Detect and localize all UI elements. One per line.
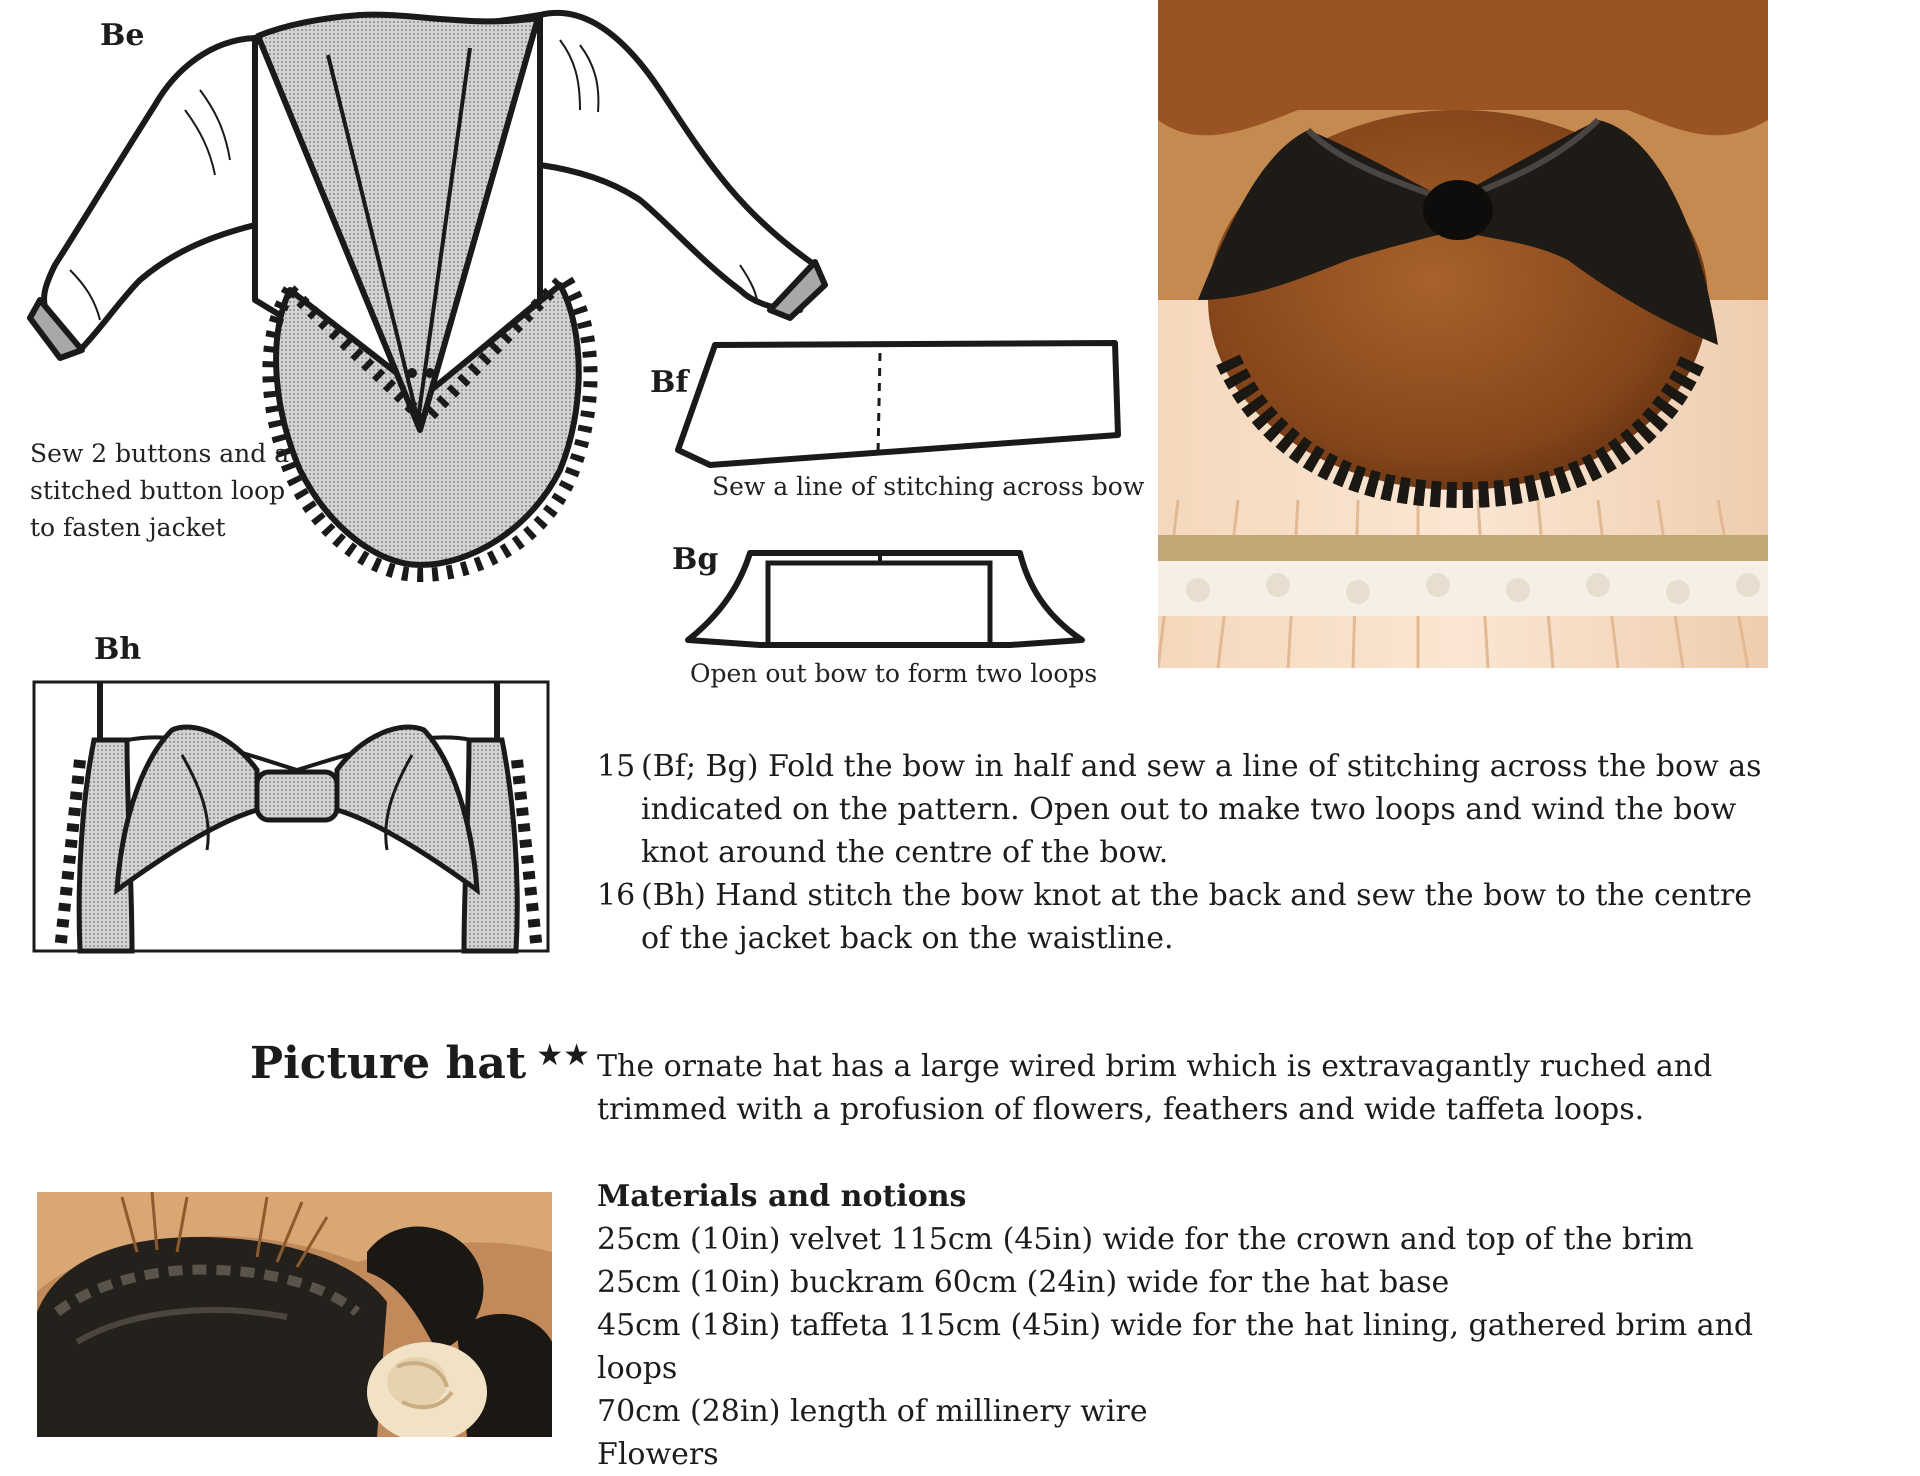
caption-line: stitched button loop	[30, 476, 286, 505]
open-bow-diagram	[680, 545, 1090, 655]
step-text: (Bf; Bg) Fold the bow in half and sew a line of stitching across the bow as indicated on the pattern. Open out to make two loops and wind the bow knot around the centre of the bow.	[641, 749, 1762, 870]
picture-hat-photo	[37, 1192, 552, 1437]
materials-heading: Materials and notions	[597, 1179, 967, 1214]
materials-item: 25cm (10in) buckram 60cm (24in) wide for the hat base	[597, 1265, 1450, 1300]
figure-caption-bg: Open out bow to form two loops	[690, 659, 1098, 688]
figure-caption-bf: Sew a line of stitching across bow	[712, 472, 1145, 501]
instruction-step	[597, 745, 1777, 874]
figure-caption-be	[30, 435, 290, 546]
difficulty-stars: ★★	[536, 1038, 591, 1073]
folded-bow-diagram	[670, 335, 1130, 485]
figure-label-bh: Bh	[94, 632, 142, 667]
instruction-step	[597, 874, 1777, 960]
figure-label-be: Be	[100, 18, 145, 53]
caption-line: Sew 2 buttons and a	[30, 439, 290, 468]
step-text: (Bh) Hand stitch the bow knot at the back and sew the bow to the centre of the jacket back on the waistline.	[641, 878, 1753, 956]
materials-item: 25cm (10in) velvet 115cm (45in) wide for the crown and top of the brim	[597, 1222, 1694, 1257]
bow-on-jacket-diagram	[32, 680, 550, 953]
section-heading	[250, 1038, 590, 1089]
step-number: 16	[597, 878, 636, 913]
section-title: Picture hat	[250, 1038, 527, 1089]
jacket-back-photo	[1158, 0, 1768, 668]
section-intro: The ornate hat has a large wired brim which is extravagantly ruched and trimmed with a profusion of flowers, feathers and wide taffeta loops.	[597, 1049, 1713, 1127]
caption-line: to fasten jacket	[30, 513, 226, 542]
materials-item: Flowers	[597, 1437, 719, 1472]
materials-item: 70cm (28in) length of millinery wire	[597, 1394, 1148, 1429]
materials-list	[597, 1175, 1777, 1476]
figure-label-bg: Bg	[672, 542, 719, 577]
step-number: 15	[597, 749, 636, 784]
materials-item: 45cm (18in) taffeta 115cm (45in) wide for the hat lining, gathered brim and loops	[597, 1308, 1754, 1386]
figure-label-bf: Bf	[650, 365, 689, 400]
